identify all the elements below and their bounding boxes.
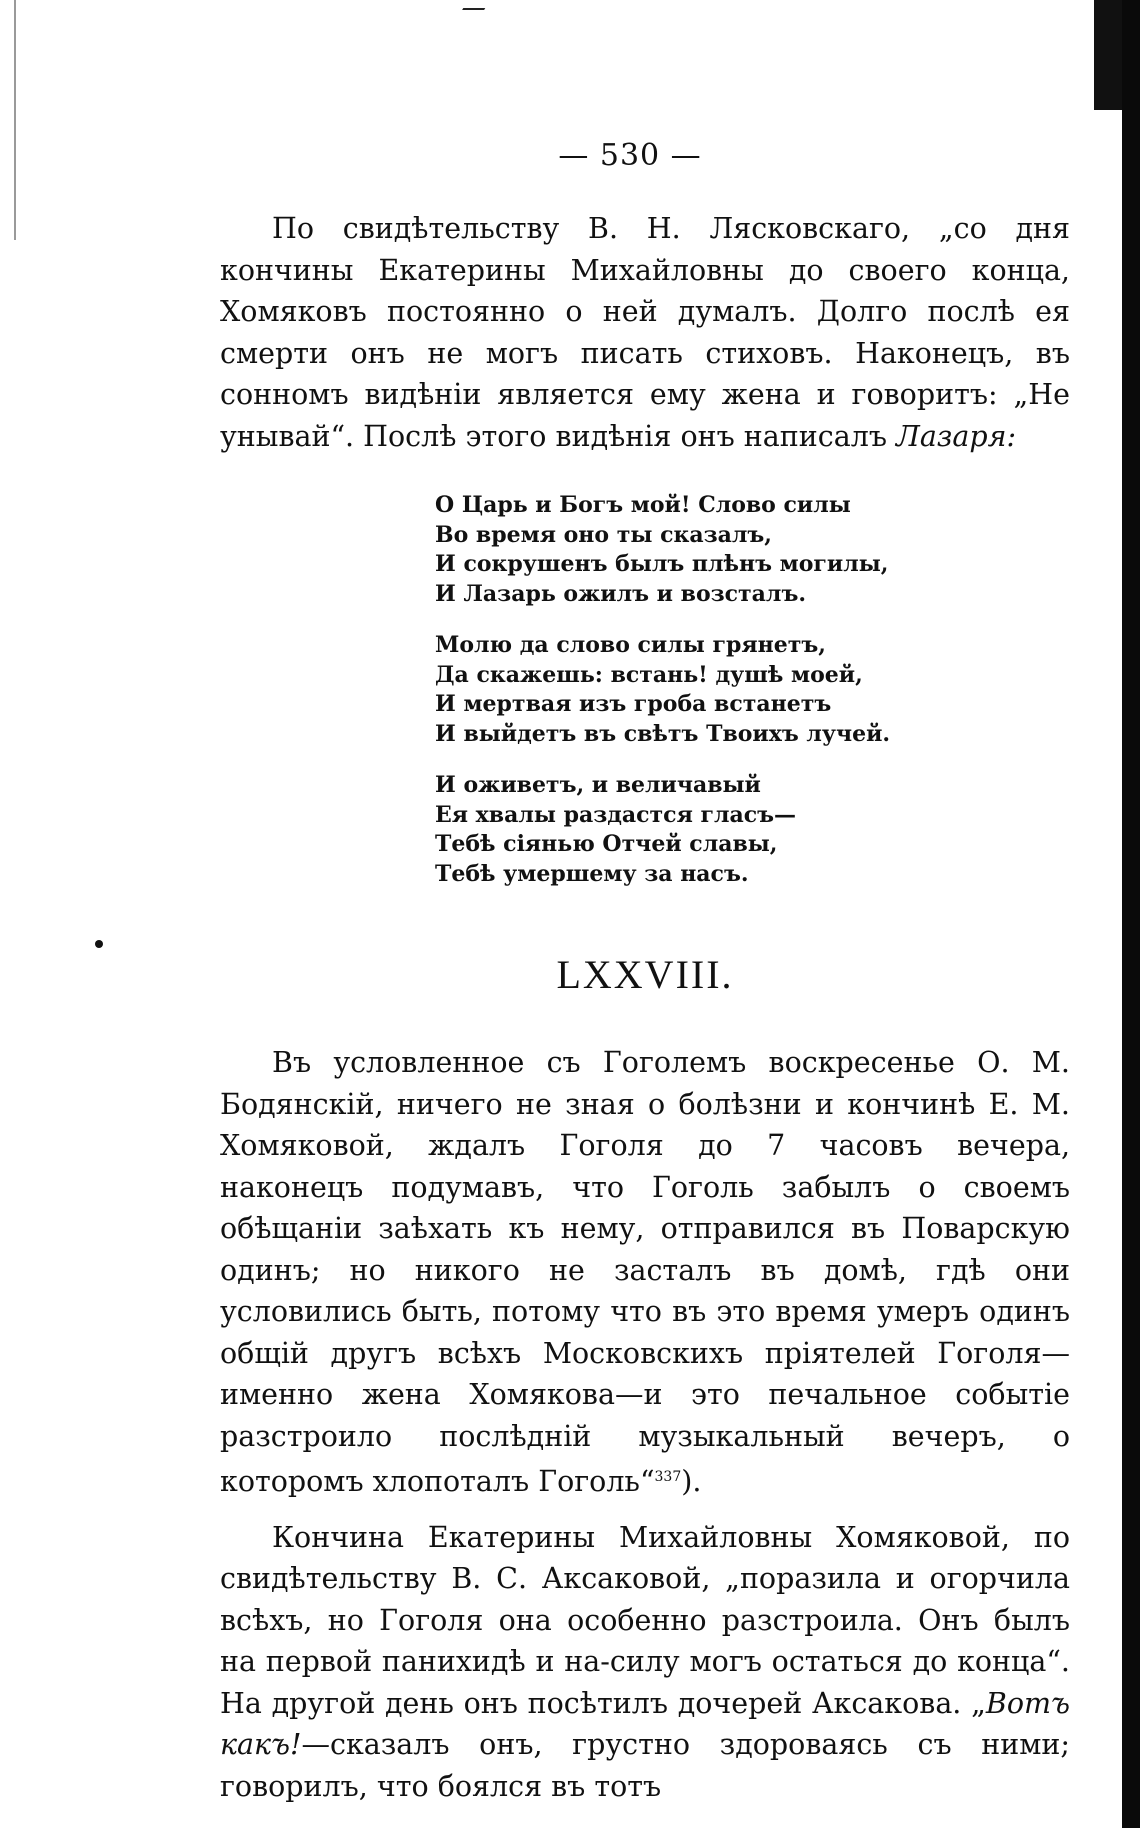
paragraph-1-italic: Лазаря:: [896, 419, 1017, 453]
poem-line: И мертвая изъ гроба встанетъ: [435, 691, 832, 717]
paragraph-3-text: Кончина Екатерины Михайловны Хомяковой, по свидѣтельству В. С. Аксаковой, „поразила и огорчила всѣхъ, но Гоголя она особенно разстроила. Онъ былъ на первой панихидѣ и на-силу могъ остаться до конца“. На другой день онъ посѣтилъ дочерей Аксакова. „: [220, 1520, 1070, 1720]
paragraph-2-closing: ).: [681, 1465, 702, 1498]
poem-line: И выйдетъ въ свѣтъ Твоихъ лучей.: [435, 720, 891, 747]
paragraph-3-italic: Вотъ какъ!: [220, 1686, 1070, 1761]
paragraph-2-text: Въ условленное съ Гоголемъ воскресенье О. М. Бодянскій, ничего не зная о болѣзни и кончинѣ Е. М. Хомяковой, ждалъ Гоголя до 7 часовъ вечера, наконецъ подумавъ, что Гоголь забылъ о своемъ обѣщаніи заѣхать къ нему, отправился въ Поварскую одинъ; но никого не засталъ въ домѣ, гдѣ они условились быть, потому что въ это время умеръ одинъ общій другъ всѣхъ Московскихъ пріятелей Гоголя—именно жена Хомякова—и это печальное событіе разстроило послѣдній музыкальный вечеръ, о которомъ хлопоталъ Гоголь“: [220, 1046, 1070, 1498]
paragraph-2: [220, 1042, 1070, 1503]
poem-line: И оживетъ, и величавый: [435, 772, 761, 798]
poem-stanza-2: [435, 631, 1070, 749]
poem-line: Тебѣ умершему за насъ.: [435, 860, 749, 887]
poem: [435, 491, 1070, 889]
poem-stanza-1: [435, 491, 1070, 609]
page-content: [220, 208, 1070, 1807]
poem-line: И сокрушенъ былъ плѣнъ могилы,: [435, 551, 889, 577]
margin-dot: [95, 940, 103, 948]
poem-line: Ея хвалы раздастся гласъ—: [435, 801, 797, 828]
section-heading: LXXVIII.: [556, 952, 734, 997]
paragraph-3-text-after: —сказалъ онъ, грустно здороваясь съ ними; говорилъ, что боялся въ тотъ: [220, 1728, 1070, 1803]
scan-edge-right: [1122, 0, 1140, 1828]
paragraph-1: [220, 208, 1070, 457]
page-number: — 530 —: [558, 138, 702, 173]
poem-stanza-3: [435, 771, 1070, 889]
poem-line: Да скажешь: встань! душѣ моей,: [435, 661, 863, 688]
scan-edge-right-top: [1094, 0, 1122, 110]
paragraph-3: [220, 1517, 1070, 1808]
scan-mark-top: [462, 0, 490, 10]
poem-line: Молю да слово силы грянетъ,: [435, 632, 826, 658]
poem-line: И Лазарь ожилъ и возсталъ.: [435, 580, 806, 607]
poem-line: Во время оно ты сказалъ,: [435, 521, 772, 548]
scan-edge-left: [14, 0, 16, 240]
poem-line: О Царь и Богъ мой! Слово силы: [435, 492, 851, 518]
poem-line: Тебѣ сіянью Отчей славы,: [435, 831, 778, 857]
footnote-ref: 337: [654, 1469, 682, 1485]
paragraph-1-text: По свидѣтельству В. Н. Лясковскаго, „со дня кончины Екатерины Михайловны до своего конца, Хомяковъ постоянно о ней думалъ. Долго послѣ ея смерти онъ не могъ писать стиховъ. Наконецъ, въ сонномъ видѣніи является ему жена и говоритъ: „Не унывай“. Послѣ этого видѣнія онъ написалъ: [220, 212, 1070, 453]
